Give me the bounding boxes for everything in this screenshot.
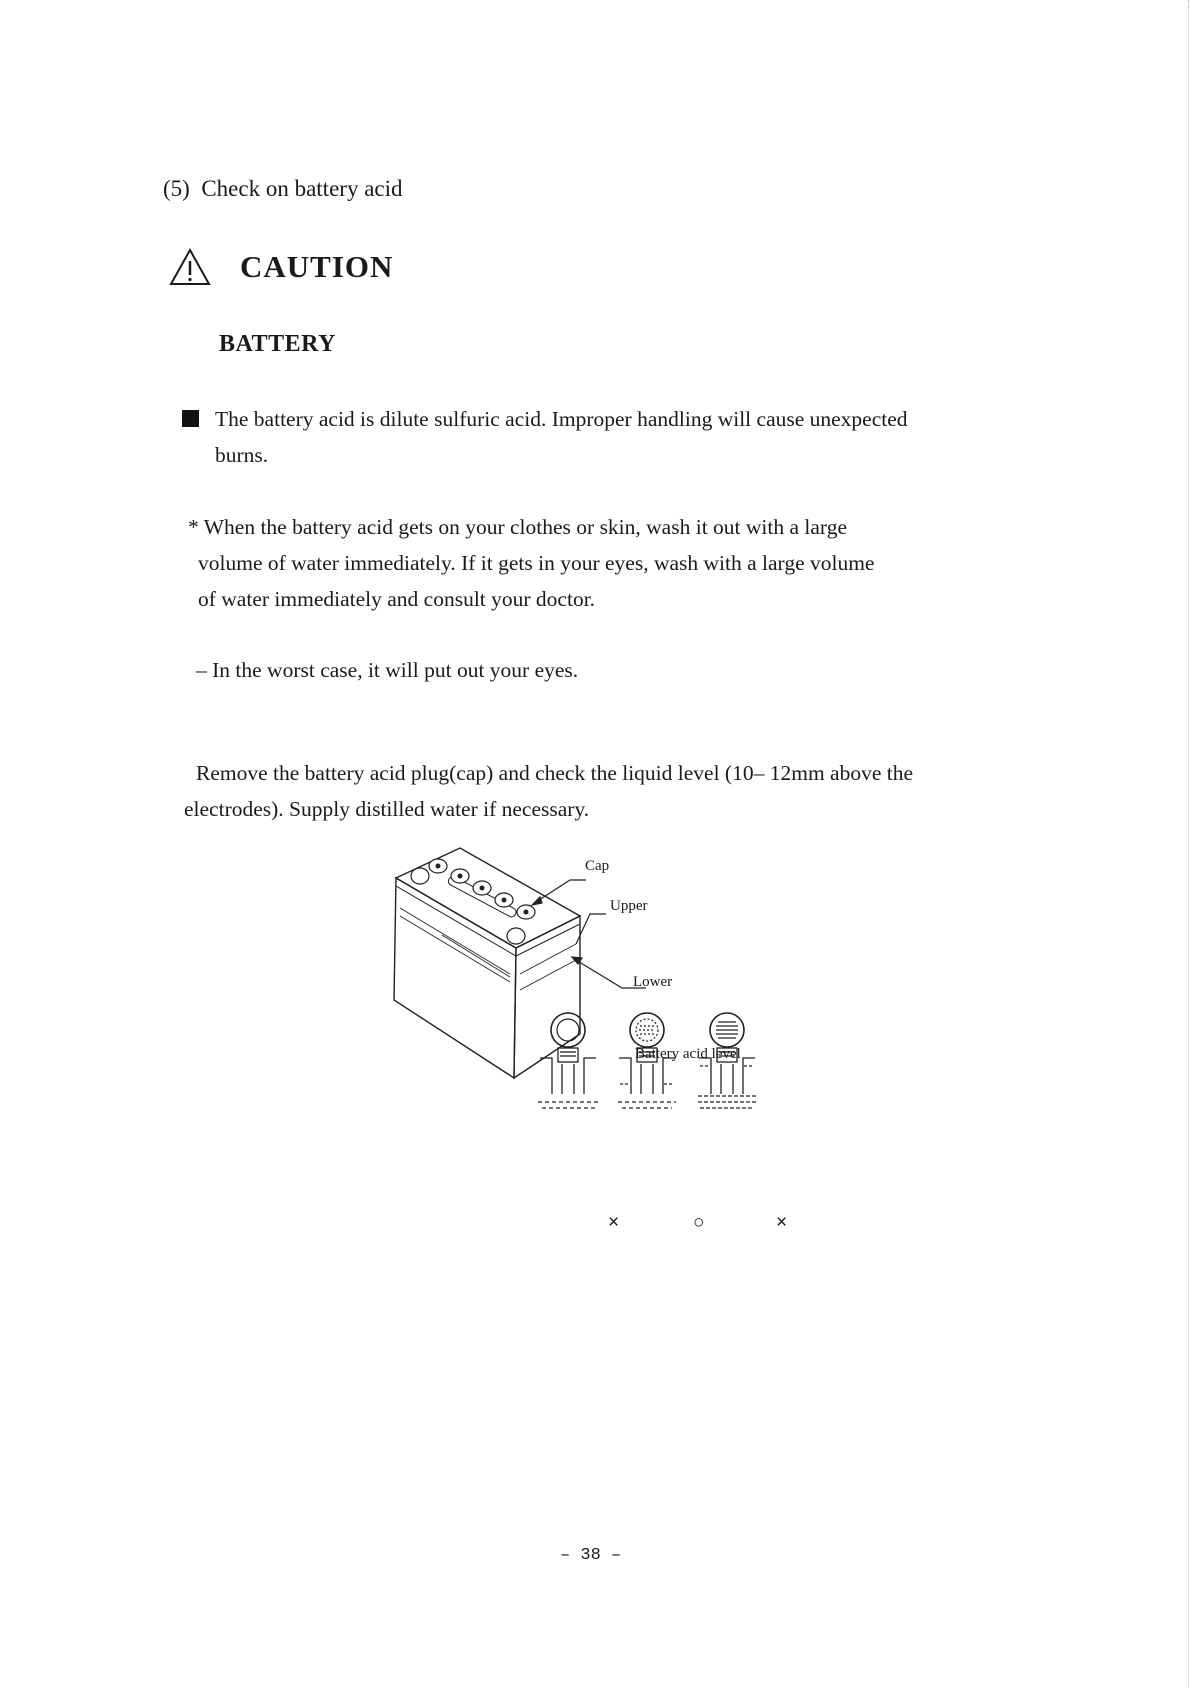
mark-low-wrong: × [608,1212,620,1233]
battery-terminal-left [411,868,429,884]
scan-edge-rule [1188,0,1189,1688]
battery-title: BATTERY [219,331,336,357]
instruction-paragraph [184,755,913,827]
section-low [538,1048,600,1108]
instruction-line-1: Remove the battery acid plug(cap) and check the liquid level (10– 12mm above the [196,761,914,785]
caution-label: CAUTION [240,249,394,284]
battery-front-line-2 [400,916,510,982]
label-cap: Cap [585,858,610,874]
section-heading [163,176,403,202]
battery-top-face [396,848,580,948]
note-paragraph [188,509,874,617]
battery-front-line-3 [442,935,510,977]
mark-ok-correct: ○ [693,1212,705,1233]
section-number: (5) [163,176,190,201]
cap-leader-line [536,880,586,902]
battery-terminal-right [507,928,525,944]
battery-front-line-1 [400,908,510,974]
bullet-square-icon [182,410,199,427]
battery-side-lower-line [520,960,576,990]
label-battery-acid-level: Battery acid level [635,1046,741,1062]
note-line-2: volume of water immediately. If it gets in your eyes, wash with a large volume [198,551,875,575]
cap-arrowhead [532,897,542,905]
label-upper: Upper [610,898,648,914]
label-lower: Lower [633,974,673,990]
section-title: Check on battery acid [201,176,403,201]
mark-high-wrong: × [776,1212,788,1233]
instruction-line-2: electrodes). Supply distilled water if necessary. [184,797,590,821]
battery-side-upper-line [520,944,576,974]
note-line-1: * When the battery acid gets on your clothes or skin, wash it out with a large [188,515,847,539]
bullet-line-1: The battery acid is dilute sulfuric acid. Improper handling will cause unexpected [215,407,908,431]
bullet-line-2: burns. [215,443,269,467]
page-number: – 38 – [560,1546,622,1565]
caution-header [168,244,393,290]
battery-rim [396,886,580,956]
battery-front-face [394,878,516,1078]
note-line-3: of water immediately and consult your doctor. [198,587,596,611]
warning-triangle-icon [168,247,212,287]
worst-case-line: – In the worst case, it will put out your eyes. [196,658,579,682]
bullet-paragraph [215,401,908,473]
